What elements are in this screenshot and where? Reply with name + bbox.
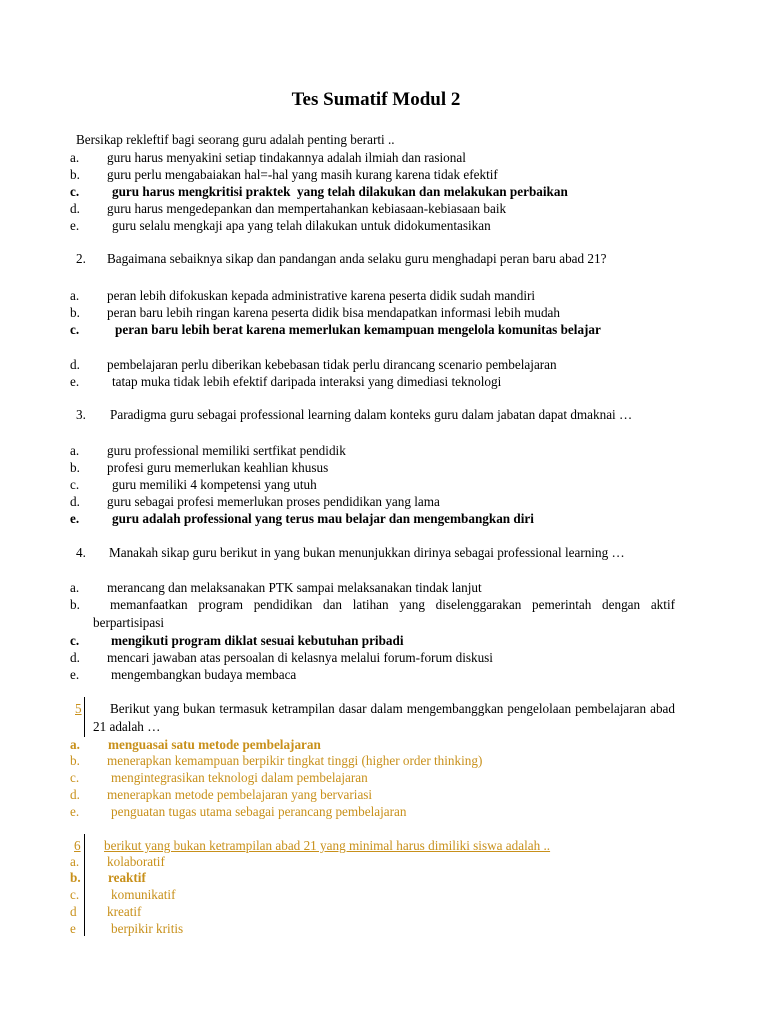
- q6-option-e-label: e: [70, 921, 76, 936]
- q3-option-c-text: guru memiliki 4 kompetensi yang utuh: [112, 477, 317, 492]
- question-3-number: 3.: [76, 407, 86, 422]
- q4-option-c-label: c.: [70, 633, 80, 648]
- question-2-number: 2.: [76, 251, 86, 266]
- q4-option-a-text: merancang dan melaksanakan PTK sampai melaksanakan tindak lanjut: [107, 580, 482, 595]
- question-1-text: Bersikap rekleftif bagi seorang guru adalah penting berarti ..: [76, 132, 395, 147]
- q2-option-c: [0, 321, 768, 357]
- q2-option-b-text: peran baru lebih ringan karena peserta didik bisa mendapatkan informasi lebih mudah: [107, 305, 560, 320]
- q2-option-d-text: pembelajaran perlu diberikan kebebasan tidak perlu dirancang scenario pembelajaran: [107, 357, 557, 372]
- q4-option-d-text: mencari jawaban atas persoalan di kelasnya melalui forum-forum diskusi: [107, 650, 493, 665]
- q4-option-b-text: memanfaatkan program pendidikan dan latihan yang diselenggarakan pemerintah dengan aktif berpartisipasi: [93, 597, 675, 630]
- q4-option-c-text: mengikuti program diklat sesuai kebutuhan pribadi: [111, 633, 404, 648]
- q1-option-e-label: e.: [70, 218, 80, 233]
- q3-option-c-label: c.: [70, 477, 80, 492]
- q2-option-a-label: a.: [70, 288, 80, 303]
- q5-option-c-label: c.: [70, 770, 80, 785]
- q6-option-d-text: kreatif: [107, 904, 142, 919]
- q1-option-a-label: a.: [70, 150, 80, 165]
- change-bar-q5: [84, 697, 85, 737]
- q1-option-d-text: guru harus mengedepankan dan mempertahankan kebiasaan-kebiasaan baik: [107, 201, 507, 216]
- q6-option-d-label: d: [70, 904, 77, 919]
- q4-option-e-label: e.: [70, 667, 80, 682]
- q1-option-e-text: guru selalu mengkaji apa yang telah dilakukan untuk didokumentasikan: [112, 218, 491, 233]
- q3-option-d-label: d.: [70, 494, 80, 509]
- q4-option-e-text: mengembangkan budaya membaca: [111, 667, 297, 682]
- q1-option-a-text: guru harus menyakini setiap tindakannya adalah ilmiah dan rasional: [107, 150, 466, 165]
- q3-option-a-label: a.: [70, 443, 80, 458]
- q2-option-c-text: peran baru lebih berat karena memerlukan kemampuan mengelola komunitas belajar: [115, 322, 601, 337]
- q5-option-a-label: a.: [70, 737, 80, 752]
- q2-option-a-text: peran lebih difokuskan kepada administrative karena peserta didik sudah mandiri: [107, 288, 536, 303]
- q5-option-a-text: menguasai satu metode pembelajaran: [108, 737, 321, 752]
- q6-option-b-text: reaktif: [108, 870, 146, 885]
- q5-option-d-label: d.: [70, 787, 80, 802]
- q5-option-b-text: menerapkan kemampuan berpikir tingkat tinggi (higher order thinking): [107, 753, 483, 768]
- question-4-number: 4.: [76, 545, 86, 560]
- q2-option-c-label: c.: [70, 322, 80, 337]
- question-2-text: Bagaimana sebaiknya sikap dan pandangan anda selaku guru menghadapi peran baru abad 21?: [107, 251, 607, 266]
- q2-option-d-label: d.: [70, 357, 80, 372]
- q2-option-b-label: b.: [70, 305, 80, 320]
- q4-option-a-label: a.: [70, 580, 80, 595]
- q3-option-b-label: b.: [70, 460, 80, 475]
- q1-option-d-label: d.: [70, 201, 80, 216]
- q6-option-a-label: a.: [70, 854, 80, 869]
- q2-option-e-text: tatap muka tidak lebih efektif daripada interaksi yang dimediasi teknologi: [112, 374, 502, 389]
- q5-option-e-label: e.: [70, 804, 80, 819]
- q5-option-c-text: mengintegrasikan teknologi dalam pembelajaran: [111, 770, 368, 785]
- q6-option-c-label: c.: [70, 887, 80, 902]
- q6-option-b-label: b.: [70, 870, 81, 885]
- q3-option-d-text: guru sebagai profesi memerlukan proses pendidikan yang lama: [107, 494, 440, 509]
- q4-option-d-label: d.: [70, 650, 80, 665]
- q3-option-b-text: profesi guru memerlukan keahlian khusus: [107, 460, 329, 475]
- page-title: Tes Sumatif Modul 2: [291, 89, 461, 110]
- q5-option-d-text: menerapkan metode pembelajaran yang bervariasi: [107, 787, 373, 802]
- q5-option-b-label: b.: [70, 753, 80, 768]
- question-4-text: Manakah sikap guru berikut in yang bukan menunjukkan dirinya sebagai professional learning …: [109, 545, 625, 560]
- q2-option-e-label: e.: [70, 374, 80, 389]
- q4-option-b-label: b.: [70, 597, 80, 612]
- q6-option-a-text: kolaboratif: [107, 854, 165, 869]
- q3-option-e-label: e.: [70, 511, 80, 526]
- question-5-number: 5: [75, 701, 82, 716]
- q4-option-b: [0, 596, 768, 632]
- q5-option-e-text: penguatan tugas utama sebagai perancang pembelajaran: [111, 804, 407, 819]
- q6-option-e-text: berpikir kritis: [111, 921, 184, 936]
- q1-option-c-label: c.: [70, 184, 80, 199]
- question-5-text: Berikut yang bukan termasuk ketrampilan dasar dalam mengembanggkan pengelolaan pembelajaran abad 21 adalah …: [93, 701, 675, 734]
- q1-option-b-text: guru perlu mengabaiakan hal=-hal yang masih kurang karena tidak efektif: [107, 167, 498, 182]
- q1-option-c-text: guru harus mengkritisi praktek yang telah dilakukan dan melakukan perbaikan: [112, 184, 568, 199]
- q1-option-b-label: b.: [70, 167, 80, 182]
- q6-option-c-text: komunikatif: [111, 887, 176, 902]
- q3-option-a-text: guru professional memiliki sertfikat pendidik: [107, 443, 346, 458]
- question-6-text: berikut yang bukan ketrampilan abad 21 yang minimal harus dimiliki siswa adalah ..: [104, 838, 551, 853]
- question-6-number: 6: [74, 838, 81, 853]
- question-3-text: Paradigma guru sebagai professional learning dalam konteks guru dalam jabatan dapat dmaknai …: [110, 407, 633, 422]
- q3-option-e-text: guru adalah professional yang terus mau belajar dan mengembangkan diri: [112, 511, 534, 526]
